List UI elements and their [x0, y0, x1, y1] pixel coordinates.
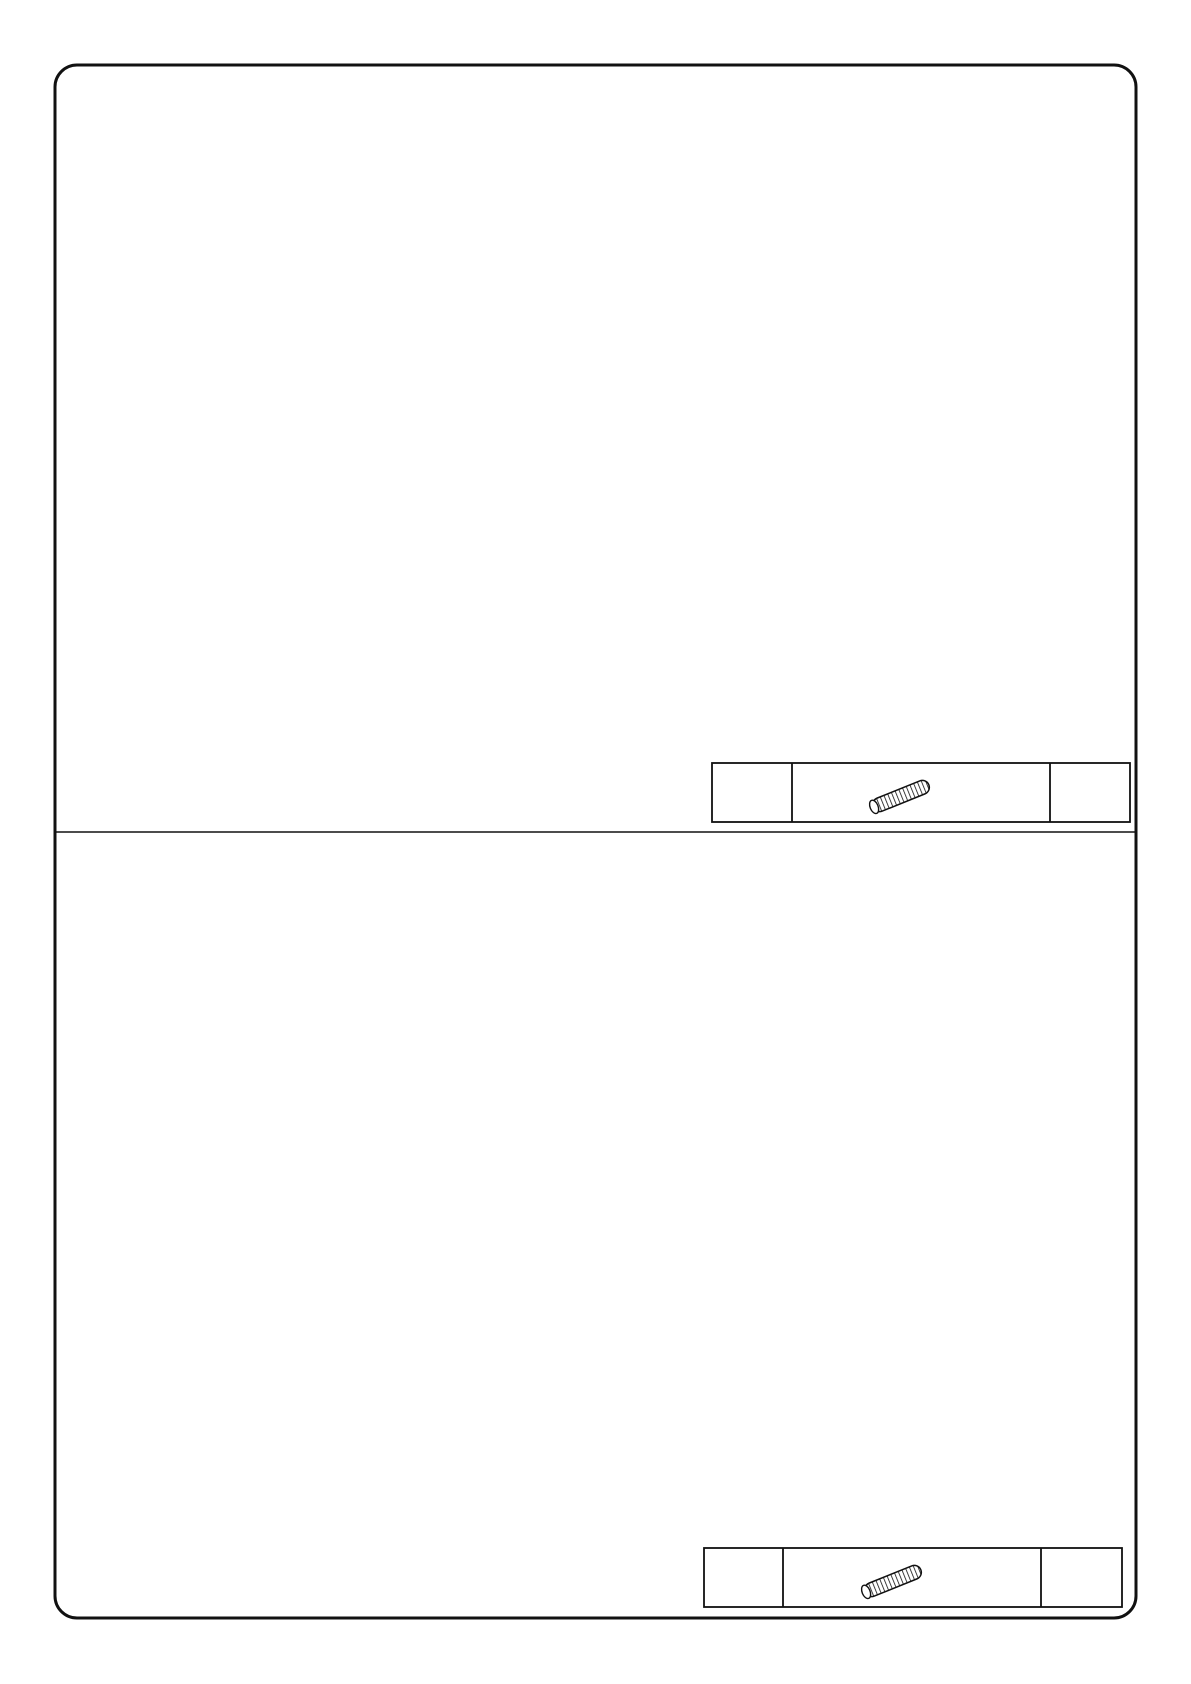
dowel-icon: [868, 778, 932, 815]
dowel-icon: [860, 1563, 924, 1600]
top-parts-table: [712, 763, 1130, 822]
outer-frame: [55, 65, 1136, 1618]
bottom-parts-table: [704, 1548, 1122, 1607]
